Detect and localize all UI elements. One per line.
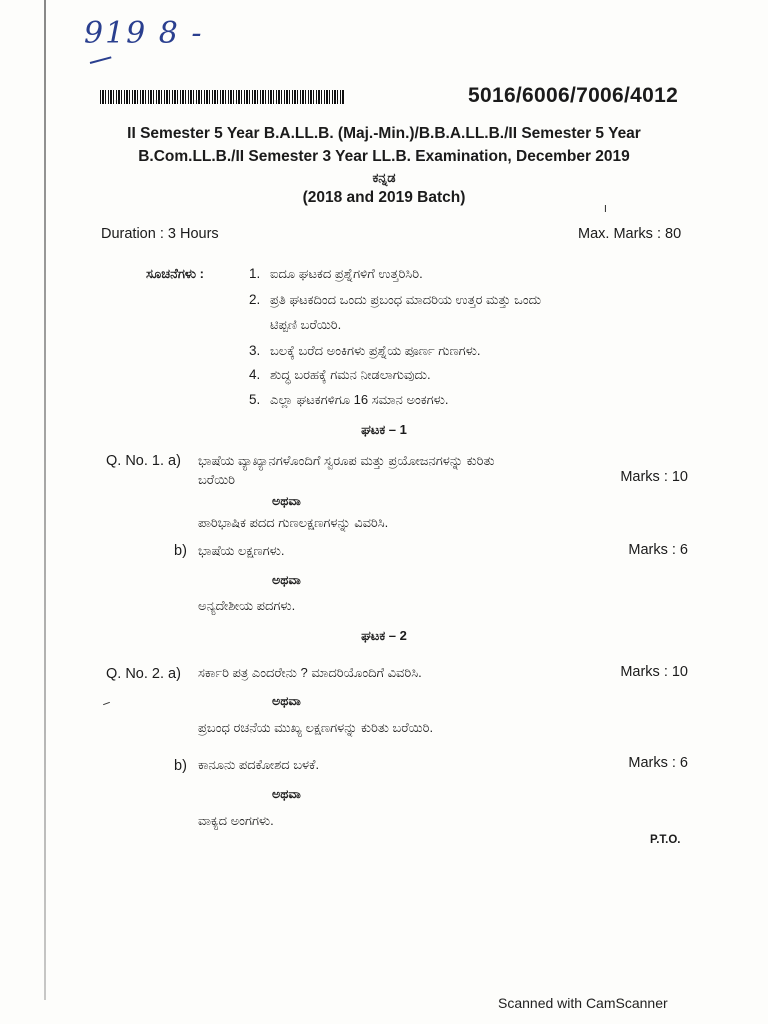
duration: Duration : 3 Hours — [101, 226, 219, 242]
question-1a-text: ಭಾಷೆಯ ವ್ಯಾಖ್ಯಾನಗಳೊಂದಿಗೆ ಸ್ವರೂಪ ಮತ್ತು ಪ್ರಯೋಜನಗಳನ್ನು ಕುರಿತು — [198, 453, 495, 468]
handwritten-stroke — [90, 56, 112, 64]
or-label: ಅಥವಾ — [272, 494, 301, 508]
question-2b-marks: Marks : 6 — [628, 755, 688, 771]
instruction-text: ಶುದ್ಧ ಬರಹಕ್ಕೆ ಗಮನ ನೀಡಲಾಗುವುದು. — [270, 367, 431, 382]
or-label: ಅಥವಾ — [272, 573, 301, 587]
max-marks: Max. Marks : 80 — [578, 226, 682, 242]
instruction-number: 4. — [249, 367, 261, 382]
please-turn-over: P.T.O. — [650, 834, 681, 846]
instruction-text: ಬಲಕ್ಕೆ ಬರೆದ ಅಂಕಿಗಳು ಪ್ರಶ್ನೆಯ ಪೂರ್ಣ ಗುಣಗಳು. — [270, 343, 481, 358]
barcode — [100, 90, 345, 104]
instruction-number: 1. — [249, 266, 261, 281]
exam-title-line-2: B.Com.LL.B./II Semester 3 Year LL.B. Examination, December 2019 — [138, 148, 630, 165]
question-1a-marks: Marks : 10 — [620, 469, 688, 485]
stray-mark: I — [604, 204, 607, 215]
instruction-text: ಐದೂ ಘಟಕದ ಪ್ರಶ್ನೆಗಳಿಗೆ ಉತ್ತರಿಸಿರಿ. — [270, 266, 423, 281]
batch-line: (2018 and 2019 Batch) — [302, 189, 466, 206]
question-1b-text: ಭಾಷೆಯ ಲಕ್ಷಣಗಳು. — [198, 543, 285, 558]
or-label: ಅಥವಾ — [272, 787, 301, 801]
question-1a-text-cont: ಬರೆಯಿರಿ — [198, 472, 236, 487]
instruction-number: 5. — [249, 392, 261, 407]
question-2b-text: ಕಾನೂನು ಪದಕೋಶದ ಬಳಕೆ. — [198, 757, 320, 772]
unit-1-heading: ಘಟಕ – 1 — [361, 422, 407, 437]
question-2a-marks: Marks : 10 — [620, 664, 688, 680]
instruction-text: ಟಿಪ್ಪಣಿ ಬರೆಯಿರಿ. — [270, 317, 342, 332]
paper-code: 5016/6006/7006/4012 — [468, 84, 679, 107]
stray-pen-mark — [103, 702, 110, 705]
question-1b-marks: Marks : 6 — [628, 542, 688, 558]
question-1a-alternative: ಪಾರಿಭಾಷಿಕ ಪದದ ಗುಣಲಕ್ಷಣಗಳನ್ನು ವಿವರಿಸಿ. — [198, 515, 389, 530]
question-1b-label: b) — [174, 543, 187, 559]
question-2a-alternative: ಪ್ರಬಂಧ ರಚನೆಯ ಮುಖ್ಯ ಲಕ್ಷಣಗಳನ್ನು ಕುರಿತು ಬರೆಯಿರಿ. — [198, 720, 434, 735]
question-2a-text: ಸರ್ಕಾರಿ ಪತ್ರ ಎಂದರೇನು ? ಮಾದರಿಯೊಂದಿಗೆ ವಿವರಿಸಿ. — [198, 665, 422, 680]
question-2b-alternative: ವಾಕ್ಯದ ಅಂಗಗಳು. — [198, 813, 274, 828]
instruction-text: ಪ್ರತಿ ಘಟಕದಿಂದ ಒಂದು ಪ್ರಬಂಧ ಮಾದರಿಯ ಉತ್ತರ ಮತ್ತು ಒಂದು — [270, 292, 542, 307]
instruction-text: ಎಲ್ಲಾ ಘಟಕಗಳಿಗೂ 16 ಸಮಾನ ಅಂಕಗಳು. — [270, 392, 449, 407]
instruction-number: 3. — [249, 343, 261, 358]
unit-2-heading: ಘಟಕ – 2 — [361, 628, 407, 643]
handwritten-note: 919 8 - — [84, 16, 204, 51]
question-2a-label: Q. No. 2. a) — [106, 666, 181, 682]
subject-title: ಕನ್ನಡ — [372, 170, 396, 185]
instruction-number: 2. — [249, 292, 261, 307]
instructions-label: ಸೂಚನೆಗಳು : — [146, 266, 204, 281]
question-2b-label: b) — [174, 758, 187, 774]
scanner-watermark: Scanned with CamScanner — [498, 995, 668, 1011]
question-1b-alternative: ಅನ್ಯದೇಶೀಯ ಪದಗಳು. — [198, 598, 296, 613]
question-1a-label: Q. No. 1. a) — [106, 453, 181, 469]
or-label: ಅಥವಾ — [272, 694, 301, 708]
exam-title-line-1: II Semester 5 Year B.A.LL.B. (Maj.-Min.)/B.B.A.LL.B./II Semester 5 Year — [127, 125, 641, 142]
